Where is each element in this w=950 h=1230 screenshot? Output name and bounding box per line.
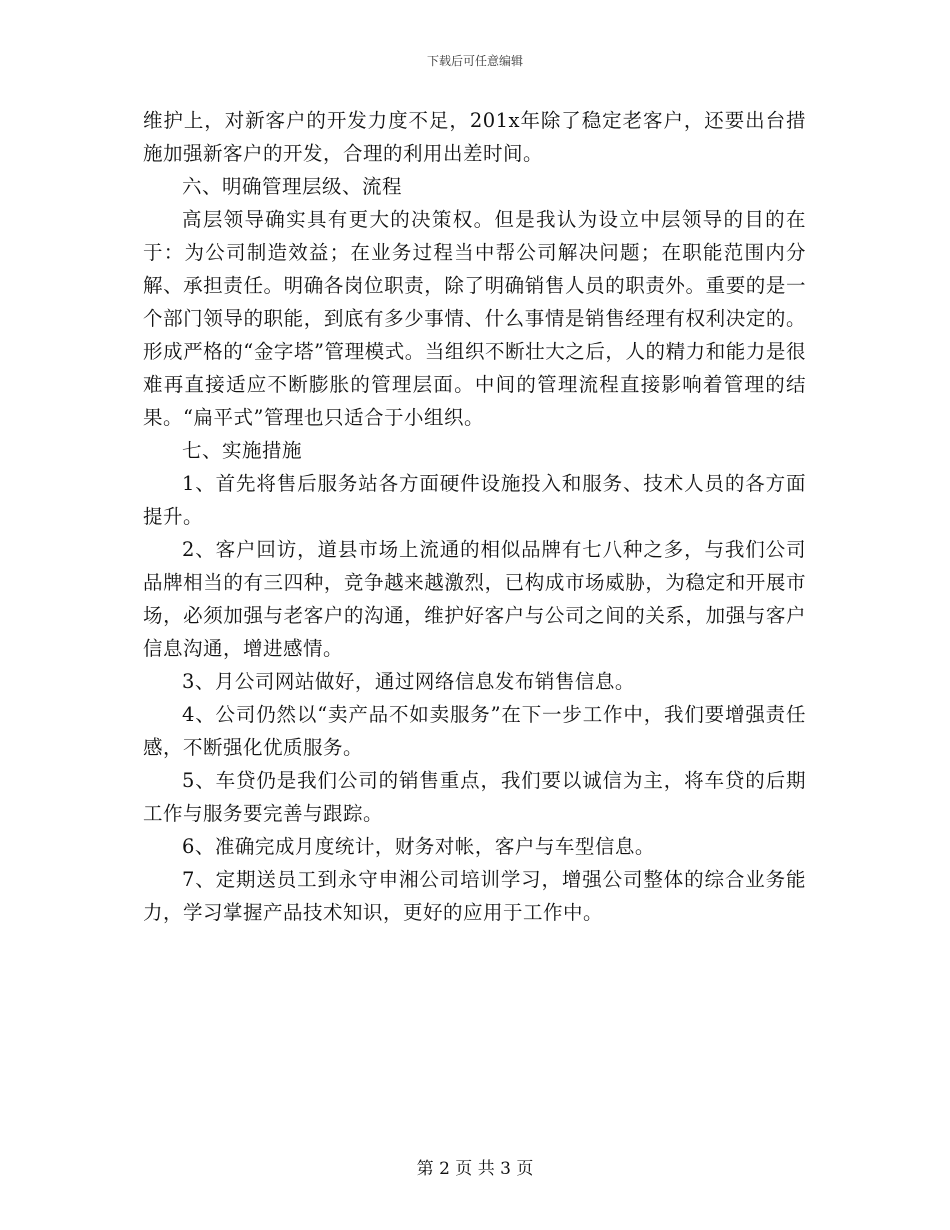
paragraph-continuation: 维护上，对新客户的开发力度不足，201x年除了稳定老客户，还要出台措施加强新客户的开发，合理的利用出差时间。 — [143, 109, 806, 165]
measure-item-5: 5、车贷仍是我们公司的销售重点，我们要以诚信为主，将车贷的后期工作与服务要完善与跟踪。 — [143, 769, 806, 825]
measure-item-6: 6、准确完成月度统计，财务对帐，客户与车型信息。 — [182, 835, 655, 858]
paragraph-management: 高层领导确实具有更大的决策权。但是我认为设立中层领导的目的在于：为公司制造效益；在业务过程当中帮公司解决问题；在职能范围内分解、承担责任。明确各岗位职责，除了明确销售人员的职责外。重要的是一个部门领导的职能，到底有多少事情、什么事情是销售经理有权利决定的。形成严格的“金字塔”管理模式。当组织不断壮大之后，人的精力和能力是很难再直接适应不断膨胀的管理层面。中间的管理流程直接影响着管理的结果。“扁平式”管理也只适合于小组织。 — [143, 208, 806, 429]
document-body — [143, 104, 806, 929]
measure-item-1: 1、首先将售后服务站各方面硬件设施投入和服务、技术人员的各方面提升。 — [143, 472, 806, 528]
section-heading-7: 七、实施措施 — [182, 439, 303, 462]
section-heading-6: 六、明确管理层级、流程 — [182, 175, 403, 198]
measure-item-7: 7、定期送员工到永守申湘公司培训学习，增强公司整体的综合业务能力，学习掌握产品技术知识，更好的应用于工作中。 — [143, 868, 806, 924]
page-header: 下载后可任意编辑 — [426, 54, 523, 68]
page-footer: 第 2 页 共 3 页 — [416, 1159, 534, 1179]
measure-item-2: 2、客户回访，道县市场上流通的相似品牌有七八种之多，与我们公司品牌相当的有三四种，竞争越来越激烈，已构成市场威胁，为稳定和开展市场，必须加强与老客户的沟通，维护好客户与公司之间的关系，加强与客户信息沟通，增进感情。 — [143, 538, 806, 660]
measure-item-3: 3、月公司网站做好，通过网络信息发布销售信息。 — [182, 670, 635, 693]
measure-item-4: 4、公司仍然以“卖产品不如卖服务”在下一步工作中，我们要增强责任感，不断强化优质服务。 — [143, 703, 806, 759]
